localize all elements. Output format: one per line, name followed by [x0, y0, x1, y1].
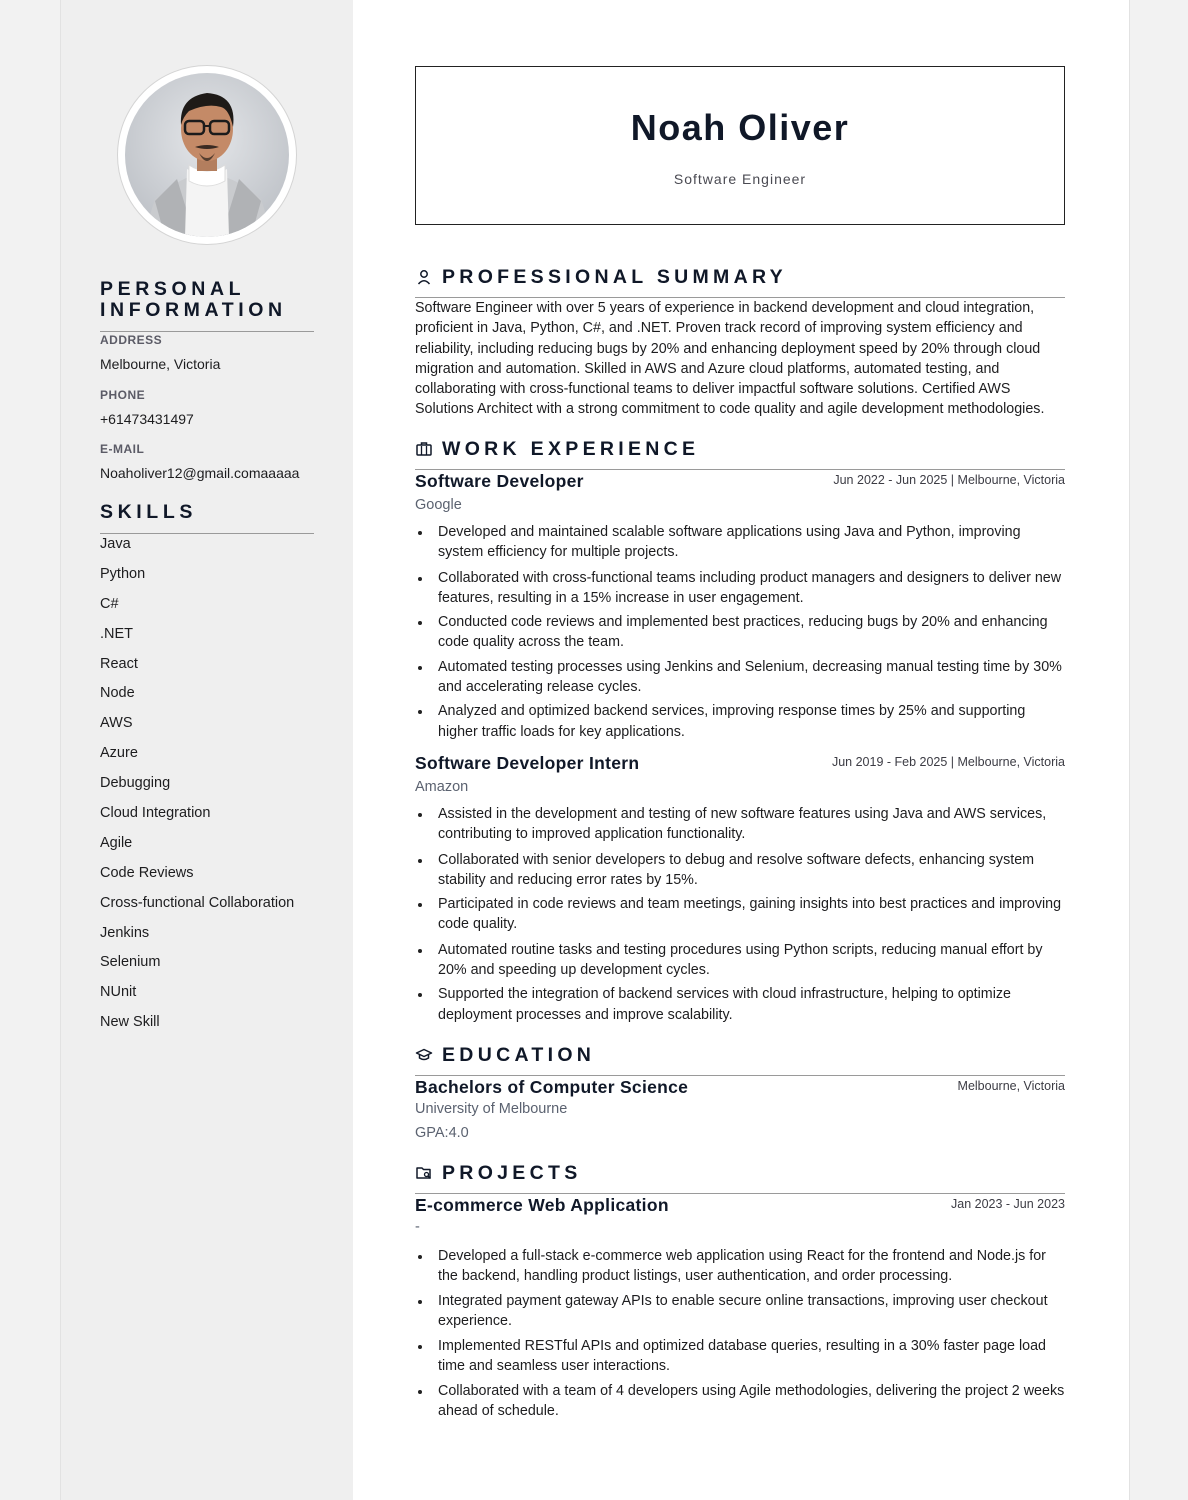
bullet-item: Automated routine tasks and testing procedures using Python scripts, reducing manual effort by 20% and speeding up development cycles.: [415, 940, 1067, 981]
bullet-item: Integrated payment gateway APIs to enable secure online transactions, improving user checkout experience.: [415, 1291, 1067, 1332]
job-meta-1: Jun 2022 - Jun 2025 | Melbourne, Victoria: [833, 473, 1065, 487]
professional-summary-heading: [415, 265, 787, 289]
skill-item: Agile: [100, 834, 133, 851]
degree-title: Bachelors of Computer Science: [415, 1077, 689, 1097]
personal-information-divider: [100, 331, 314, 332]
name-header-box: [415, 66, 1065, 225]
skill-item: Python: [100, 565, 146, 582]
project-subtitle: -: [415, 1219, 420, 1235]
job-title-1: Software Developer: [415, 471, 584, 491]
job-meta-2: Jun 2019 - Feb 2025 | Melbourne, Victoria: [831, 755, 1065, 769]
project-bullets: [415, 1246, 1067, 1421]
bullet-item: Collaborated with cross-functional teams including product managers and designers to deliver new features, resulting in a 15% increase in user engagement.: [415, 568, 1067, 609]
projects-divider: [415, 1193, 1065, 1194]
address-value: Melbourne, Victoria: [100, 356, 221, 372]
skill-item: AWS: [100, 715, 133, 732]
project-dates: Jan 2023 - Jun 2023: [951, 1197, 1065, 1211]
profile-photo: [125, 73, 289, 237]
email-label: E-MAIL: [100, 442, 145, 456]
education-location: Melbourne, Victoria: [957, 1079, 1065, 1093]
professional-summary-text: Software Engineer with over 5 years of experience in backend development and cloud integration, proficient in Java, Python, C#, and .NET. Proven track record of improving system efficiency and reliability, including reducing bugs by 20% and enhancing deployment speed by 20% through cloud migration and automation. Skilled in AWS and Azure cloud platforms, automated testing, and collaborating with cross-functional teams to deliver impactful software solutions. Certified AWS Solutions Architect with a strong commitment to code quality and agile development methodologies.: [415, 300, 1045, 418]
skill-item: Java: [100, 536, 131, 552]
bullet-item: Conducted code reviews and implemented best practices, reducing bugs by 20% and enhancing code quality across the team.: [415, 612, 1067, 653]
address-label: ADDRESS: [100, 333, 163, 347]
bullet-item: Assisted in the development and testing of new software features using Java and AWS services, contributing to improved application functionality.: [415, 804, 1067, 845]
resume-page: [60, 0, 1130, 1500]
personal-information-heading: PERSONAL INFORMATION: [100, 278, 287, 321]
projects-heading: [415, 1161, 582, 1185]
project-title: E-commerce Web Application: [415, 1195, 669, 1215]
job-title: Software Engineer: [673, 171, 807, 187]
skill-item: C#: [100, 595, 119, 612]
bullet-item: Developed and maintained scalable software applications using Java and Python, improving system efficiency for multiple projects.: [415, 522, 1067, 563]
professional-summary-title: PROFESSIONAL SUMMARY: [442, 265, 787, 288]
skill-item: Code Reviews: [100, 864, 194, 881]
phone-value: +61473431497: [100, 411, 194, 427]
skills-list: [100, 535, 294, 1043]
job-bullets-2: [415, 804, 1067, 1025]
projects-title: PROJECTS: [442, 1161, 582, 1184]
education-title: EDUCATION: [442, 1043, 596, 1066]
person-name: Noah Oliver: [630, 107, 850, 148]
briefcase-icon: [415, 440, 433, 458]
email-value[interactable]: Noaholiver12@gmail.comaaaaa: [100, 465, 300, 481]
bullet-item: Analyzed and optimized backend services, improving response times by 25% and supporting higher traffic loads for key applications.: [415, 701, 1067, 742]
sidebar: [61, 0, 353, 1500]
bullet-item: Participated in code reviews and team meetings, gaining insights into best practices and improving code quality.: [415, 894, 1067, 935]
job-company-1: Google: [415, 497, 462, 513]
skill-item: React: [100, 655, 138, 672]
project-folder-icon: [415, 1164, 433, 1182]
skill-item: .NET: [100, 625, 134, 642]
graduation-cap-icon: [415, 1046, 433, 1064]
bullet-item: Collaborated with senior developers to debug and resolve software defects, enhancing system stability and reducing error rates by 15%.: [415, 850, 1067, 891]
job-title-2: Software Developer Intern: [415, 753, 640, 773]
skills-divider: [100, 533, 314, 534]
work-experience-heading: [415, 437, 699, 461]
skill-item: NUnit: [100, 984, 137, 1001]
phone-label: PHONE: [100, 388, 146, 402]
skill-item: Azure: [100, 745, 138, 762]
work-experience-title: WORK EXPERIENCE: [442, 437, 700, 460]
person-icon: [415, 268, 433, 286]
bullet-item: Collaborated with a team of 4 developers using Agile methodologies, delivering the project 2 weeks ahead of schedule.: [415, 1381, 1067, 1422]
work-experience-divider: [415, 469, 1065, 470]
job-company-2: Amazon: [415, 779, 469, 795]
bullet-item: Automated testing processes using Jenkins and Selenium, decreasing manual testing time by 30% and accelerating release cycles.: [415, 657, 1067, 698]
school-name: University of Melbourne: [415, 1101, 568, 1117]
profile-photo-frame: [117, 65, 297, 245]
job-bullets-1: [415, 522, 1067, 742]
skill-item: Node: [100, 685, 135, 702]
skill-item: Selenium: [100, 954, 161, 971]
skill-item: Cross-functional Collaboration: [100, 894, 295, 911]
bullet-item: Developed a full-stack e-commerce web application using React for the frontend and Node.js for the backend, handling product listings, user authentication, and order processing.: [415, 1246, 1067, 1287]
skill-item: New Skill: [100, 1014, 160, 1031]
skill-item: Jenkins: [100, 924, 150, 941]
skill-item: Cloud Integration: [100, 805, 211, 822]
skill-item: Debugging: [100, 775, 171, 792]
education-divider: [415, 1075, 1065, 1076]
bullet-item: Implemented RESTful APIs and optimized database queries, resulting in a 30% faster page load time and seamless user interactions.: [415, 1336, 1067, 1377]
education-heading: [415, 1043, 595, 1067]
skills-heading: SKILLS: [100, 501, 197, 523]
bullet-item: Supported the integration of backend services with cloud infrastructure, helping to optimize deployment processes and improve scalability.: [415, 984, 1067, 1025]
gpa-value: GPA:4.0: [415, 1125, 469, 1141]
